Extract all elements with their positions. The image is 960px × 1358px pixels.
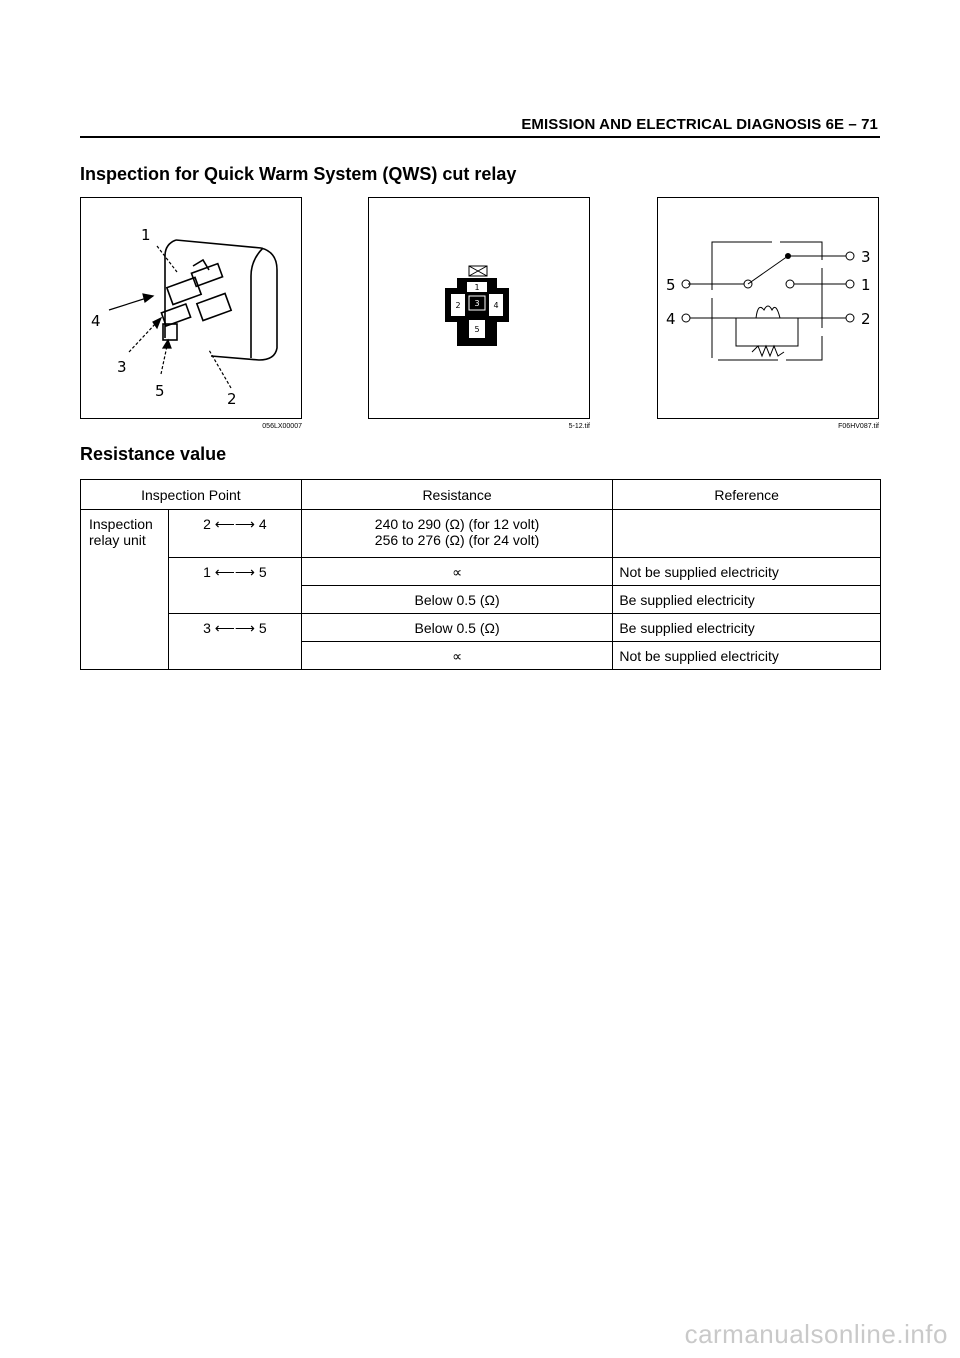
figure-3-caption: F06HV087.tif — [838, 423, 879, 430]
resistance-cell: ∝ — [301, 558, 613, 586]
relay-body-label-3: 3 — [117, 358, 127, 376]
header-rule — [80, 136, 880, 138]
header-resistance: Resistance — [301, 480, 613, 510]
schematic-label-2: 2 — [861, 310, 871, 328]
section-title: Inspection for Quick Warm System (QWS) cut relay — [80, 164, 517, 184]
point-cell: 1 ⟵⟶ 5 — [168, 558, 301, 614]
table-row — [81, 510, 881, 558]
group-label-cell: Inspection relay unit — [81, 510, 169, 670]
reference-cell: Be supplied electricity — [613, 614, 881, 642]
reference-cell: Not be supplied electricity — [613, 642, 881, 670]
relay-body-label-1: 1 — [141, 226, 151, 244]
table-row — [81, 558, 881, 586]
resistance-line-2: 256 to 276 (Ω) (for 24 volt) — [374, 532, 540, 548]
connector-pin-1: 1 — [474, 283, 480, 292]
resistance-cell: Below 0.5 (Ω) — [301, 614, 613, 642]
figure-2-caption: 5-12.tif — [568, 423, 590, 430]
figure-relay-body — [80, 197, 302, 419]
schematic-label-5: 5 — [666, 276, 676, 294]
watermark: carmanualsonline.info — [684, 1319, 948, 1349]
reference-cell: Not be supplied electricity — [613, 558, 881, 586]
figure-connector-layout — [368, 197, 590, 419]
schematic-label-4: 4 — [666, 310, 676, 328]
page-header-title: EMISSION AND ELECTRICAL DIAGNOSIS 6E – 71 — [521, 116, 878, 133]
resistance-line-1: 240 to 290 (Ω) (for 12 volt) — [374, 516, 540, 532]
connector-pin-5: 5 — [474, 325, 480, 334]
schematic-label-3: 3 — [861, 248, 871, 266]
point-cell: 2 ⟵⟶ 4 — [168, 510, 301, 558]
relay-body-label-2: 2 — [227, 390, 237, 408]
resistance-cell — [301, 510, 613, 558]
resistance-table — [80, 479, 881, 670]
reference-cell — [613, 510, 881, 558]
reference-cell: Be supplied electricity — [613, 586, 881, 614]
figure-schematic — [657, 197, 879, 419]
table-row — [81, 614, 881, 642]
schematic-label-1: 1 — [861, 276, 871, 294]
header-reference: Reference — [613, 480, 881, 510]
connector-layout-illustration — [369, 198, 589, 418]
point-cell: 3 ⟵⟶ 5 — [168, 614, 301, 670]
header-inspection-point: Inspection Point — [81, 480, 302, 510]
relay-schematic-illustration — [658, 198, 878, 418]
table-header-row — [81, 480, 881, 510]
relay-body-label-4: 4 — [91, 312, 101, 330]
relay-body-label-5: 5 — [155, 382, 165, 400]
relay-body-illustration — [81, 198, 301, 418]
connector-pin-2: 2 — [455, 301, 461, 310]
subsection-title: Resistance value — [80, 444, 227, 464]
connector-pin-3: 3 — [474, 299, 480, 308]
figure-1-caption: 056LX00007 — [262, 423, 302, 430]
resistance-cell: ∝ — [301, 642, 613, 670]
resistance-cell: Below 0.5 (Ω) — [301, 586, 613, 614]
connector-pin-4: 4 — [493, 301, 499, 310]
